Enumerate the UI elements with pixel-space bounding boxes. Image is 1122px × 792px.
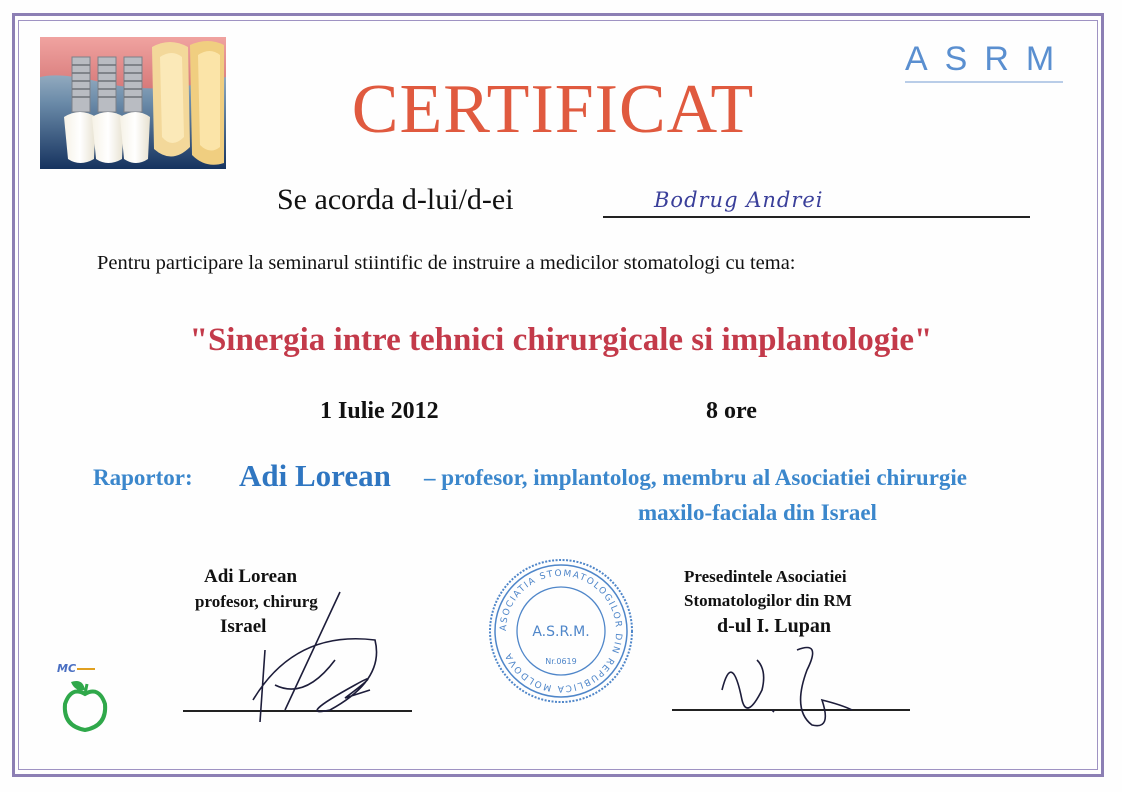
rapporteur-label: Raportor: [93,465,193,490]
svg-text:MC: MC [57,662,77,675]
apple-logo-icon [55,660,115,736]
stamp-number: Nr.0619 [545,657,577,666]
stamp-center-text: A.S.R.M. [532,624,590,640]
right-signatory-name: d-ul I. Lupan [717,615,831,637]
certificate-title: CERTIFICAT [351,71,755,148]
seminar-date: 1 Iulie 2012 [320,398,439,424]
seminar-hours: 8 ore [706,398,757,424]
seminar-theme: "Sinergia intre tehnici chirurgicale si implantologie" [189,322,933,358]
left-signature-line [183,710,412,712]
recipient-name: Bodrug Andrei [654,188,824,212]
right-signatory-role: Presedintele Asociatiei [684,567,847,586]
right-signatory-organisation: Stomatologilor din RM [684,591,852,610]
right-signature-line [672,709,910,711]
asrm-logo-text: ASRM [905,40,1072,78]
left-signatory-country: Israel [220,616,267,637]
grant-text: Se acorda d-lui/d-ei [277,183,514,216]
left-signatory-name: Adi Lorean [204,566,298,587]
rapporteur-description-line2: maxilo-faciala din Israel [638,500,877,525]
circular-stamp [486,556,636,706]
stamp-ring-text: ASOCIATIA STOMATOLOGILOR DIN REPUBLICA MOLDOVA [498,568,624,694]
intro-text: Pentru participare la seminarul stiintific de instruire a medicilor stomatologi cu tema: [97,252,796,274]
rapporteur-name: Adi Lorean [239,458,391,493]
rapporteur-description-line1: – profesor, implantolog, membru al Asociatiei chirurgie [424,465,968,490]
recipient-underline [603,216,1030,218]
left-signatory-title: profesor, chirurg [195,592,318,611]
